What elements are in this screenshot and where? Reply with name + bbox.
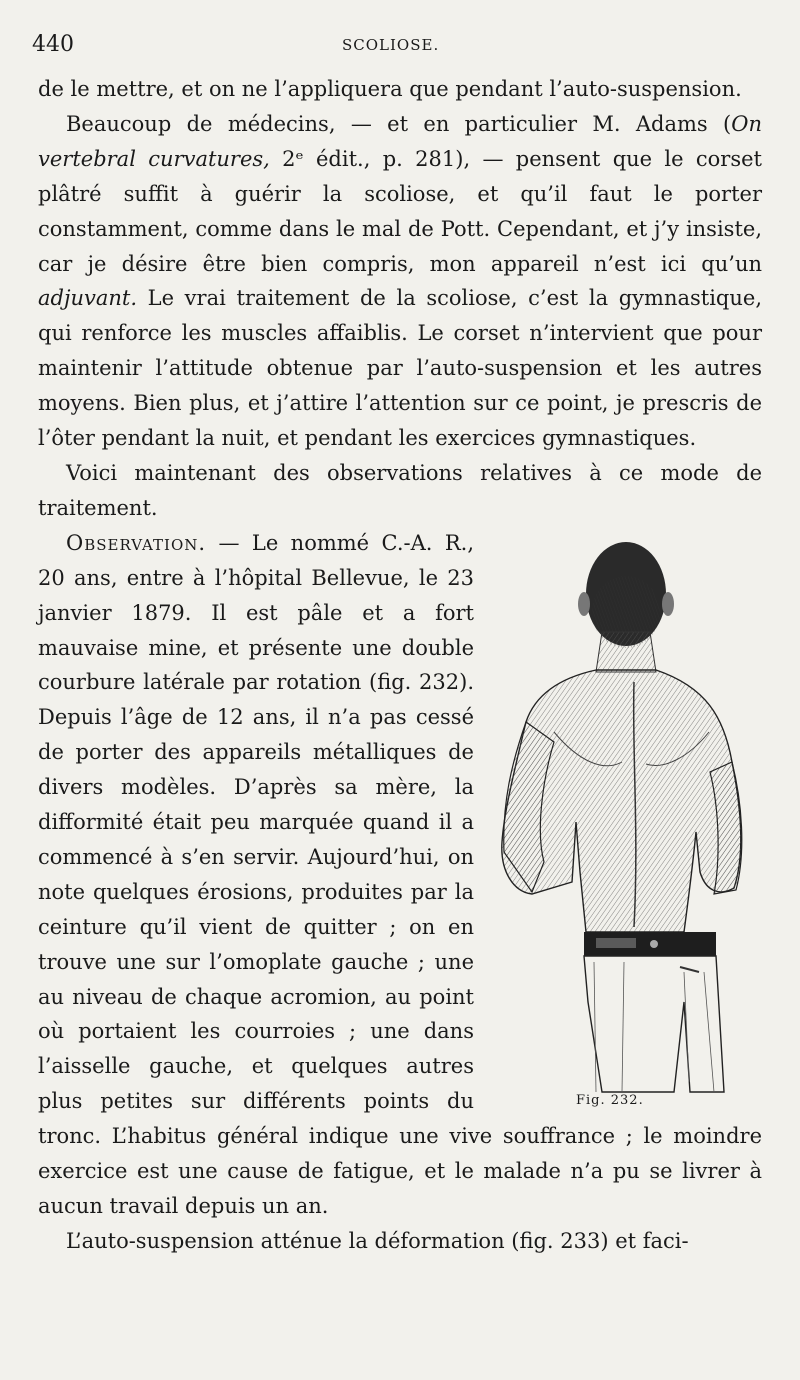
paragraph-corset-part-1: Beaucoup de médecins, — et en particulier M. Adams (: [66, 111, 732, 136]
book-title-reference: On vertebral curvatures,: [38, 111, 762, 171]
emphasis-adjuvant: adjuvant.: [38, 286, 138, 311]
paragraph-intro-observations: Voici maintenant des observations relatives à ce mode de traitement.: [38, 460, 762, 520]
figure-232: [484, 532, 766, 1112]
page-header: [32, 32, 760, 62]
running-title: SCOLIOSE.: [342, 36, 440, 54]
body-text: [38, 72, 762, 1259]
page-number: 440: [32, 32, 74, 57]
observation-label: Observation.: [66, 530, 207, 555]
paragraph-corset-part-3: Le vrai traitement de la scoliose, c’est la gymnastique, qui renforce les muscles affaiblis. Le corset n’intervient que pour maintenir l’attitude obtenue par l’auto-suspension et les autres moyens. Bien plus, et j’attire l’attention sur ce point, je prescris de l’ôter pendant la nuit, et pendant les exercices gymnastiques.: [38, 286, 762, 451]
paragraph-corset-part-2: 2ᵉ édit., p. 281), — pensent que le corset plâtré suffit à guérir la scoliose, et qu’il faut le porter constamment, comme dans le mal de Pott. Cependant, et j’y insiste, car je désire être bien compris, mon appareil n’est ici qu’un: [38, 146, 762, 276]
patient-back-engraving-icon: [484, 532, 766, 1112]
observation-text: — Le nommé C.-A. R., 20 ans, entre à l’hôpital Bellevue, le 23 janvier 1879. Il est pâle et a fort mauvaise mine, et présente une double courbure latérale par rotation (fig. 232). Depuis l’âge de 12 ans, il n’a pas cessé de porter des appareils métalliques de divers modèles. D’après sa mère, la difformité était peu marquée quand il a commencé à s’en servir. Aujourd’hui, on note quelques érosions, produites par la ceinture qu’il vient de quitter ; on en trouve une sur l’omoplate gauche ; une au niveau de chaque acromion, au point où portaient les courroies ; une dans l’aisselle gauche, et quelques autres plus petites sur différents points du tronc. L’habitus général indique une vive souffrance ; le moindre exercice est une cause de fatigue, et le malade n’a pu se livrer à aucun travail depuis un an.: [38, 530, 762, 1218]
figure-caption: Fig. 232.: [576, 1092, 644, 1108]
paragraph-corset: [38, 107, 762, 456]
paragraph-auto-suspension: L’auto-suspension atténue la déformation (fig. 233) et faci-: [66, 1228, 689, 1253]
paragraph-continuation: de le mettre, et on ne l’appliquera que pendant l’auto-suspension.: [38, 77, 742, 101]
